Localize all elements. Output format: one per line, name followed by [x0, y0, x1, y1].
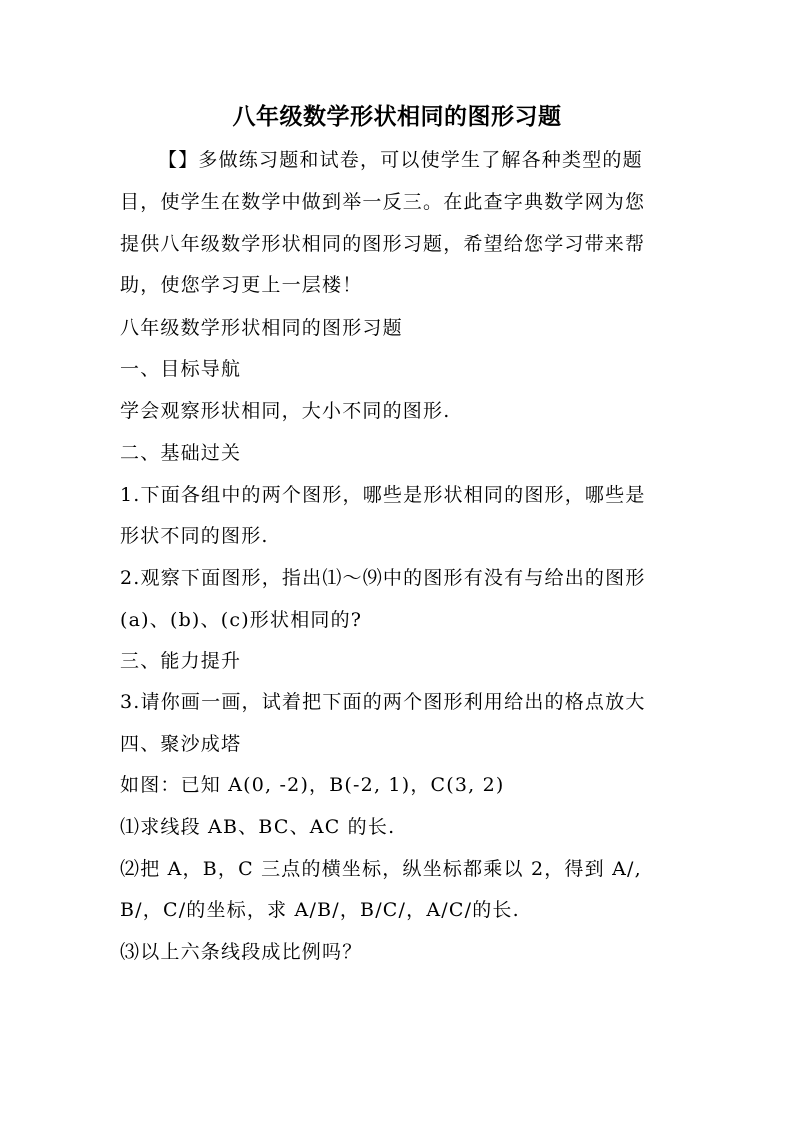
problem-part-2-line-2: B/，C/的坐标，求 A/B/，B/C/，A/C/的长. — [120, 899, 520, 921]
problem-part-3: ⑶以上六条线段成比例吗？ — [120, 941, 363, 963]
problem-statement: 如图：已知 A(0, -2)，B(-2, 1)，C(3, 2) — [120, 774, 505, 796]
section-heading-4: 四、聚沙成塔 — [120, 733, 242, 755]
question-1-line-1: 1.下面各组中的两个图形，哪些是形状相同的图形，哪些是 — [120, 484, 646, 506]
question-1-line-2: 形状不同的图形. — [120, 525, 269, 547]
subtitle-line: 八年级数学形状相同的图形习题 — [120, 317, 403, 339]
section-heading-2: 二、基础过关 — [120, 442, 242, 464]
intro-line-3: 提供八年级数学形状相同的图形习题，希望给您学习带来帮 — [120, 233, 646, 255]
problem-part-1: ⑴求线段 AB、BC、AC 的长. — [120, 816, 396, 838]
intro-line-2: 目，使学生在数学中做到举一反三。在此查字典数学网为您 — [120, 191, 646, 213]
section-heading-1: 一、目标导航 — [120, 358, 242, 380]
question-3-line: 3.请你画一画，试着把下面的两个图形利用给出的格点放大 — [120, 691, 646, 713]
question-2-line-2: (a)、(b)、(c)形状相同的? — [120, 609, 363, 631]
intro-line-1: 【】多做练习题和试卷，可以使学生了解各种类型的题 — [158, 149, 643, 171]
problem-part-2-line-1: ⑵把 A，B，C 三点的横坐标，纵坐标都乘以 2，得到 A/, — [120, 858, 642, 880]
question-2-line-1: 2.观察下面图形，指出⑴～⑼中的图形有没有与给出的图形 — [120, 567, 646, 589]
intro-line-4: 助，使您学习更上一层楼！ — [120, 274, 363, 296]
document-title: 八年级数学形状相同的图形习题 — [232, 103, 562, 130]
section-1-text: 学会观察形状相同，大小不同的图形. — [120, 400, 451, 422]
section-heading-3: 三、能力提升 — [120, 650, 242, 672]
